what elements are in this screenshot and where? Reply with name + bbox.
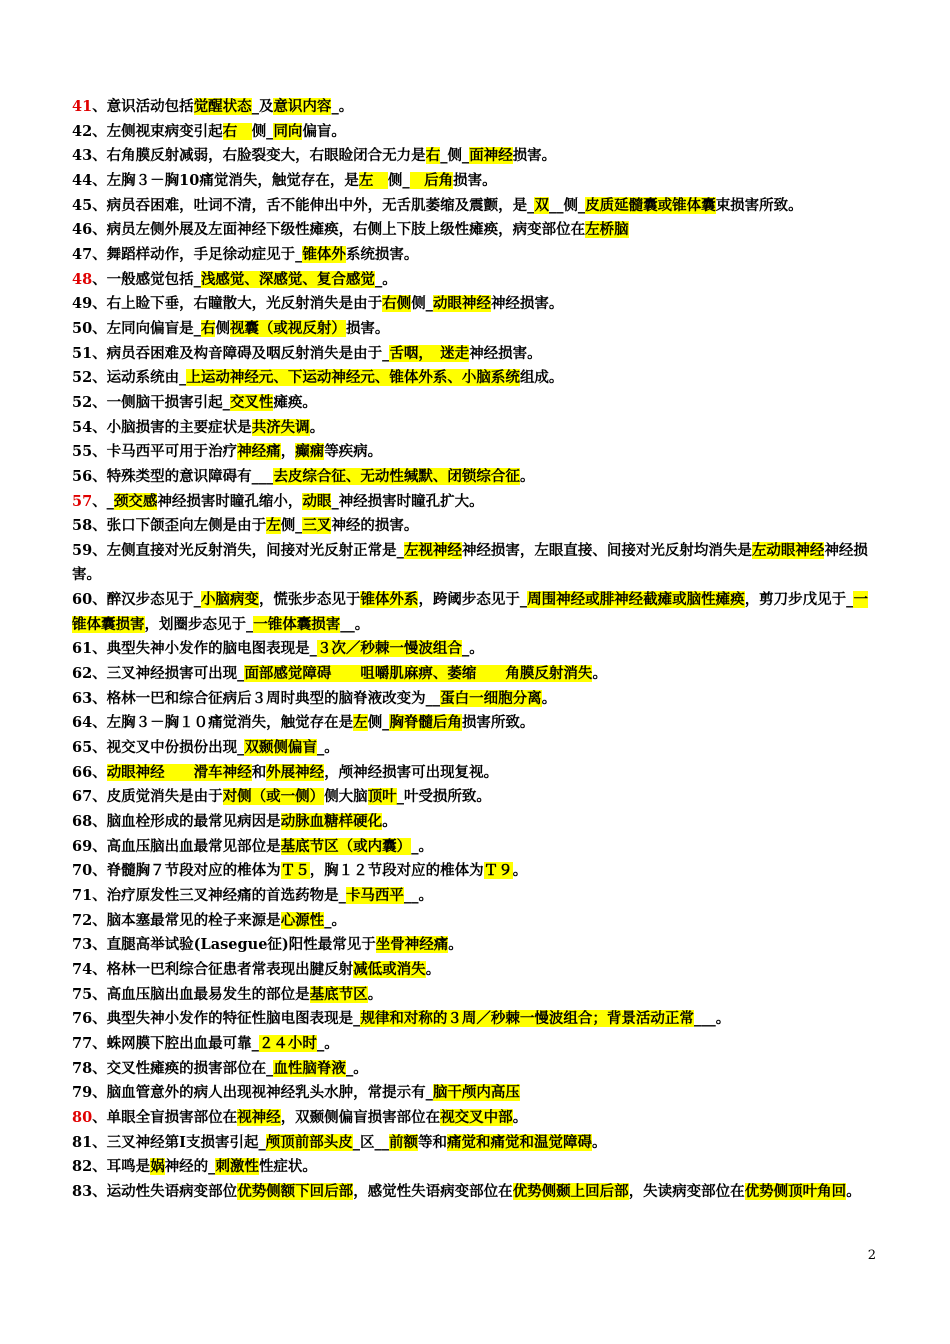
- highlighted-answer: 卡马西平: [345, 887, 404, 904]
- highlighted-answer: 双颞侧偏盲: [244, 739, 317, 757]
- question-text: ，划圈步态见于_: [144, 615, 254, 633]
- question-line: [72, 465, 880, 490]
- highlighted-answer: 周围神经或腓神经截瘫或脑性瘫痪: [527, 591, 745, 609]
- question-number: 76: [72, 1010, 93, 1028]
- question-number: 78: [72, 1059, 93, 1077]
- question-text: 。: [512, 1108, 528, 1126]
- question-text: 。: [519, 467, 535, 485]
- question-line: [72, 983, 880, 1008]
- question-text: ，双颞侧偏盲损害部位在: [280, 1108, 441, 1126]
- question-text: 神经损害时瞳孔缩小，: [157, 492, 303, 510]
- question-line: [72, 120, 880, 145]
- question-number: 68: [72, 813, 93, 831]
- question-text: 、小脑损害的主要症状是: [92, 418, 252, 436]
- question-number: 74: [72, 960, 93, 978]
- question-number: 60: [72, 591, 93, 609]
- question-number: 69: [72, 837, 93, 855]
- question-number: 83: [72, 1182, 93, 1200]
- question-text: 侧_: [367, 714, 390, 732]
- question-line: [72, 835, 880, 860]
- question-text: ，慌张步态见于: [258, 591, 361, 609]
- highlighted-answer: 视交叉中部: [440, 1108, 513, 1126]
- question-number: 66: [72, 763, 93, 781]
- question-text: _及: [251, 98, 274, 115]
- highlighted-answer: 颅顶前部头皮: [265, 1133, 353, 1151]
- question-number: 57: [72, 492, 93, 510]
- highlighted-answer: 右侧: [382, 295, 412, 313]
- question-number: 62: [72, 665, 93, 683]
- highlighted-answer: Ｔ５: [280, 862, 310, 880]
- question-text: 。: [591, 1133, 607, 1151]
- highlighted-answer: 后角: [409, 171, 454, 189]
- question-number: 73: [72, 936, 93, 954]
- question-text: 、治疗原发性三叉神经痛的首选药物是_: [92, 887, 346, 904]
- question-text: _。: [374, 270, 397, 288]
- question-number: 71: [72, 887, 93, 904]
- highlighted-answer: ２４小时: [258, 1034, 317, 1052]
- question-text: 、: [92, 763, 107, 781]
- question-line: [72, 169, 880, 194]
- question-line: [72, 194, 880, 219]
- highlighted-answer: 颈交感: [113, 492, 158, 510]
- question-line: [72, 514, 880, 539]
- question-text: 、脑血栓形成的最常见病因是: [92, 813, 281, 831]
- highlighted-answer: 面神经: [469, 147, 513, 165]
- question-text: 、特殊类型的意识障碍有___: [92, 467, 274, 485]
- highlighted-answer: 右: [222, 122, 252, 140]
- question-text: 。: [382, 813, 397, 831]
- question-text: ，胸１２节段对应的椎体为: [309, 862, 484, 880]
- question-line: [72, 637, 880, 662]
- highlighted-answer: 外展神经: [266, 763, 325, 781]
- question-line: [72, 1180, 880, 1205]
- highlighted-answer: 三叉: [302, 517, 332, 535]
- highlighted-answer: 左视神经: [403, 541, 462, 559]
- question-text: 损害。: [512, 147, 557, 165]
- question-text: 、舞蹈样动作，手足徐动症见于_: [92, 245, 303, 263]
- highlighted-answer: 胸脊髓后角: [389, 714, 462, 732]
- question-text: 。: [425, 960, 441, 978]
- question-text: 神经损害。: [490, 295, 564, 313]
- question-text: _侧_: [440, 147, 470, 165]
- question-number: 51: [72, 344, 93, 362]
- question-line: [72, 1131, 880, 1156]
- question-text: 。: [592, 665, 607, 683]
- highlighted-answer: 左: [266, 517, 281, 535]
- question-text: 损害。: [345, 319, 390, 337]
- question-text: 侧_: [411, 295, 433, 313]
- question-line: [72, 933, 880, 958]
- question-number: 58: [72, 517, 93, 535]
- question-text: __。: [403, 887, 433, 904]
- highlighted-answer: 浅感觉、深感觉、复合感觉: [200, 270, 375, 288]
- question-text: _。: [345, 1059, 368, 1077]
- highlighted-answer: 优势侧颞上回后部: [512, 1182, 629, 1200]
- question-number: 79: [72, 1084, 93, 1102]
- question-number: 77: [72, 1034, 93, 1052]
- question-text: _神经损害时瞳孔扩大。: [331, 492, 484, 510]
- question-text: 、左胸３－胸１０痛觉消失，触觉存在是: [92, 714, 354, 732]
- question-text: 神经损害，左眼直接、间接对光反射均消失是: [461, 541, 752, 559]
- question-line: [72, 785, 880, 810]
- question-number: 61: [72, 640, 93, 658]
- question-line: [72, 662, 880, 687]
- question-text: 、脊髓胸７节段对应的椎体为: [92, 862, 281, 880]
- question-number: 56: [72, 467, 93, 485]
- question-text: 、皮质觉消失是由于: [92, 788, 223, 806]
- question-text: 、左胸３－胸10痛觉消失，触觉存在，是: [92, 171, 359, 189]
- question-text: 、直腿高举试验(Lasegue征)阳性最常见于: [92, 936, 376, 954]
- question-text: 束损害所致。: [715, 196, 803, 214]
- question-text: ，跨阈步态见于_: [418, 591, 528, 609]
- question-line: [72, 391, 880, 416]
- question-number: 80: [72, 1108, 93, 1126]
- question-line: [72, 268, 880, 293]
- highlighted-answer: 一锥体囊损害: [253, 615, 341, 633]
- highlighted-answer: 动眼: [302, 492, 332, 510]
- question-text: 性症状。: [258, 1158, 317, 1176]
- question-line: [72, 687, 880, 712]
- question-text: 系统损害。: [345, 245, 419, 263]
- highlighted-answer: 顶叶: [367, 788, 397, 806]
- question-text: 、脑本塞最常见的栓子来源是: [92, 911, 281, 929]
- question-text: 组成。: [519, 369, 564, 387]
- question-line: [72, 342, 880, 367]
- highlighted-answer: 前额: [388, 1133, 418, 1151]
- question-text: 。: [367, 985, 383, 1003]
- question-number: 42: [72, 122, 93, 140]
- question-text: 、典型失神小发作的特征性脑电图表现是_: [92, 1010, 361, 1028]
- highlighted-answer: ３次／秒棘一慢波组合: [316, 640, 462, 658]
- question-text: 损害。: [453, 171, 497, 189]
- question-line: [72, 1106, 880, 1131]
- question-line: [72, 1081, 880, 1106]
- question-number: 41: [72, 98, 93, 115]
- question-text: _。: [316, 1034, 339, 1052]
- question-text: 。: [448, 936, 463, 954]
- question-number: 43: [72, 147, 93, 165]
- question-list: [72, 95, 880, 1205]
- question-text: _。: [324, 911, 346, 929]
- question-text: 损害所致。: [461, 714, 535, 732]
- question-line: [72, 243, 880, 268]
- question-number: 47: [72, 245, 93, 263]
- highlighted-answer: 觉醒状态: [193, 98, 252, 115]
- question-text: 、_: [92, 492, 114, 510]
- highlighted-answer: 视神经: [237, 1108, 281, 1126]
- highlighted-answer: 锥体外系: [360, 591, 419, 609]
- question-text: 、醉汉步态见于_: [92, 591, 201, 609]
- question-text: 、病员吞困难及构音障碍及咽反射消失是由于_: [92, 344, 390, 362]
- question-text: __侧_: [548, 196, 586, 214]
- question-text: 、一侧脑干损害引起_: [92, 393, 230, 411]
- question-text: 、三叉神经第Ⅰ支损害引起_: [92, 1133, 266, 1151]
- question-text: 。: [309, 418, 325, 436]
- highlighted-answer: Ｔ９: [483, 862, 513, 880]
- highlighted-answer: 规律和对称的３周／秒棘一慢波组合；背景活动正常: [360, 1010, 694, 1028]
- question-number: 67: [72, 788, 93, 806]
- question-text: 、交叉性瘫痪的损害部位在_: [92, 1059, 274, 1077]
- question-line: [72, 761, 880, 786]
- question-text: 神经损害。: [72, 541, 868, 584]
- question-number: 52: [72, 393, 93, 411]
- question-text: 、病员左侧外展及左面神经下级性瘫痪，右侧上下肢上级性瘫痪，病变部位在: [92, 221, 586, 239]
- question-line: [72, 292, 880, 317]
- question-text: 、张口下颌歪向左侧是由于: [92, 517, 267, 535]
- question-line: [72, 95, 880, 120]
- highlighted-answer: 癫痫: [295, 443, 325, 461]
- question-number: 55: [72, 443, 93, 461]
- question-line: [72, 1155, 880, 1180]
- question-text: _。: [331, 98, 354, 115]
- highlighted-answer: 基底节区: [309, 985, 368, 1003]
- highlighted-answer: 刺激性: [215, 1158, 259, 1176]
- question-text: 、右上睑下垂，右瞳散大，光反射消失是由于: [92, 295, 383, 313]
- question-line: [72, 736, 880, 761]
- question-text: 等和: [417, 1133, 447, 1151]
- highlighted-answer: 上运动神经元、下运动神经元、锥体外系、小脑系统: [186, 369, 520, 387]
- page-number: 2: [867, 1248, 876, 1263]
- question-text: 等疾病。: [324, 443, 383, 461]
- highlighted-answer: 左: [358, 171, 388, 189]
- question-text: 神经的_: [164, 1158, 216, 1176]
- highlighted-answer: 对侧（或一侧）: [222, 788, 325, 806]
- highlighted-answer: 神经痛: [237, 443, 281, 461]
- highlighted-answer: 右: [425, 147, 441, 165]
- question-line: [72, 218, 880, 243]
- question-text: 、蛛网膜下腔出血最可靠_: [92, 1034, 259, 1052]
- highlighted-answer: 共济失调: [251, 418, 310, 436]
- question-text: ，: [280, 443, 296, 461]
- highlighted-answer: 锥体外: [302, 245, 346, 263]
- question-line: [72, 588, 880, 637]
- question-line: [72, 909, 880, 934]
- highlighted-answer: 动脉血糖样硬化: [280, 813, 383, 831]
- question-number: 48: [72, 270, 93, 288]
- question-text: _。: [411, 837, 433, 855]
- question-text: 、脑血管意外的病人出现视神经乳头水肿，常提示有_: [92, 1084, 433, 1102]
- question-text: 、病员吞困难，吐词不清，舌不能伸出中外，无舌肌萎缩及震颤，是_: [92, 196, 535, 214]
- highlighted-answer: 脑干颅内高压: [432, 1084, 520, 1102]
- question-line: [72, 144, 880, 169]
- question-text: 、意识活动包括: [92, 98, 194, 115]
- question-text: 、格林一巴利综合征患者常表现出腱反射: [92, 960, 354, 978]
- highlighted-answer: 小脑病变: [200, 591, 259, 609]
- highlighted-answer: 去皮综合征、无动性缄默、闭锁综合征: [273, 467, 520, 485]
- highlighted-answer: 动眼神经: [432, 295, 491, 313]
- highlighted-answer: 基底节区（或内囊）: [280, 837, 412, 855]
- highlighted-answer: 双: [534, 196, 549, 214]
- question-text: 。: [512, 862, 528, 880]
- question-text: 偏盲。: [302, 122, 346, 140]
- question-text: _叶受损所致。: [396, 788, 491, 806]
- question-text: 。: [846, 1182, 861, 1200]
- question-line: [72, 711, 880, 736]
- question-text: 、右角膜反射减弱，右脸裂变大，右眼睑闭合无力是: [92, 147, 426, 165]
- question-number: 65: [72, 739, 93, 757]
- question-number: 59: [72, 541, 93, 559]
- highlighted-answer: 痛觉和痛觉和温觉障碍: [446, 1133, 592, 1151]
- question-text: 神经损害。: [469, 344, 542, 362]
- question-line: [72, 958, 880, 983]
- question-text: 侧_: [387, 171, 410, 189]
- question-text: ，感觉性失语病变部位在: [353, 1182, 513, 1200]
- question-number: 81: [72, 1133, 93, 1151]
- question-line: [72, 490, 880, 515]
- question-line: [72, 859, 880, 884]
- question-text: 、高血压脑出血最常见部位是: [92, 837, 281, 855]
- question-text: 、一般感觉包括_: [92, 270, 201, 288]
- highlighted-answer: 心源性: [280, 911, 325, 929]
- highlighted-answer: 减低或消失: [353, 960, 426, 978]
- question-text: _区__: [352, 1133, 389, 1151]
- question-number: 54: [72, 418, 93, 436]
- question-number: 70: [72, 862, 93, 880]
- highlighted-answer: 交叉性: [229, 393, 274, 411]
- question-line: [72, 539, 880, 588]
- question-number: 75: [72, 985, 93, 1003]
- question-text: 、耳鸣是: [92, 1158, 151, 1176]
- question-text: 和: [251, 763, 267, 781]
- highlighted-answer: 优势侧额下回后部: [237, 1182, 354, 1200]
- question-text: __。: [340, 615, 370, 633]
- question-text: ，失读病变部位在: [628, 1182, 745, 1200]
- highlighted-answer: 左: [353, 714, 368, 732]
- highlighted-answer: 一锥体囊损害: [72, 591, 868, 633]
- question-text: 侧: [215, 319, 230, 337]
- question-text: 侧_: [251, 122, 274, 140]
- question-text: 、左同向偏盲是_: [92, 319, 201, 337]
- question-text: 、左侧视束病变引起: [92, 122, 223, 140]
- question-number: 52: [72, 369, 93, 387]
- highlighted-answer: 视囊（或视反射）: [229, 319, 346, 337]
- question-number: 72: [72, 911, 93, 929]
- question-line: [72, 1032, 880, 1057]
- question-text: 、左侧直接对光反射消失，间接对光反射正常是_: [92, 541, 404, 559]
- highlighted-answer: 优势侧顶叶角回: [744, 1182, 847, 1200]
- question-text: 、三叉神经损害可出现_: [92, 665, 245, 683]
- question-text: 、卡马西平可用于治疗: [92, 443, 238, 461]
- question-text: 。: [541, 689, 557, 707]
- highlighted-answer: 意识内容: [273, 98, 332, 115]
- question-number: 46: [72, 221, 93, 239]
- question-line: [72, 1057, 880, 1082]
- question-line: [72, 366, 880, 391]
- question-text: 、高血压脑出血最易发生的部位是: [92, 985, 310, 1003]
- highlighted-answer: 左动眼神经: [751, 541, 825, 559]
- question-text: ___。: [693, 1010, 731, 1028]
- question-line: [72, 1007, 880, 1032]
- question-number: 45: [72, 196, 93, 214]
- question-number: 63: [72, 689, 93, 707]
- question-number: 50: [72, 319, 93, 337]
- question-text: 瘫痪。: [273, 393, 317, 411]
- question-text: 、典型失神小发作的脑电图表现是_: [92, 640, 317, 658]
- highlighted-answer: 左桥脑: [585, 221, 629, 239]
- highlighted-answer: 面部感觉障碍 咀嚼肌麻痹、萎缩 角膜反射消失: [244, 665, 593, 683]
- question-text: 、单眼全盲损害部位在: [92, 1108, 238, 1126]
- highlighted-answer: 坐骨神经痛: [375, 936, 449, 954]
- highlighted-answer: 同向: [273, 122, 303, 140]
- highlighted-answer: 蛋白一细胞分离: [440, 689, 542, 707]
- question-line: [72, 416, 880, 441]
- question-line: [72, 317, 880, 342]
- question-text: _。: [461, 640, 484, 658]
- question-text: 、格林一巴和综合征病后３周时典型的脑脊液改变为__: [92, 689, 441, 707]
- question-line: [72, 884, 880, 909]
- highlighted-answer: 娲: [150, 1158, 165, 1176]
- question-text: _。: [316, 739, 339, 757]
- highlighted-answer: 血性脑脊液: [273, 1059, 346, 1077]
- question-number: 64: [72, 714, 93, 732]
- question-text: ，颅神经损害可出现复视。: [324, 763, 499, 781]
- highlighted-answer: 右: [200, 319, 216, 337]
- question-text: 、视交叉中份损份出现_: [92, 739, 245, 757]
- highlighted-answer: 动眼神经 滑车神经: [106, 763, 252, 781]
- question-text: 、运动性失语病变部位: [92, 1182, 238, 1200]
- question-number: 82: [72, 1158, 93, 1176]
- question-text: 、运动系统由_: [92, 369, 187, 387]
- highlighted-answer: 舌咽， 迷走: [389, 344, 470, 362]
- question-text: 神经的损害。: [331, 517, 419, 535]
- question-number: 44: [72, 171, 93, 189]
- question-line: [72, 440, 880, 465]
- question-text: 侧大脑: [324, 788, 368, 806]
- highlighted-answer: 皮质延髓囊或锥体囊: [585, 196, 716, 214]
- question-text: 侧_: [280, 517, 303, 535]
- question-number: 49: [72, 295, 93, 313]
- question-line: [72, 810, 880, 835]
- question-text: ，剪刀步戊见于_: [744, 591, 854, 609]
